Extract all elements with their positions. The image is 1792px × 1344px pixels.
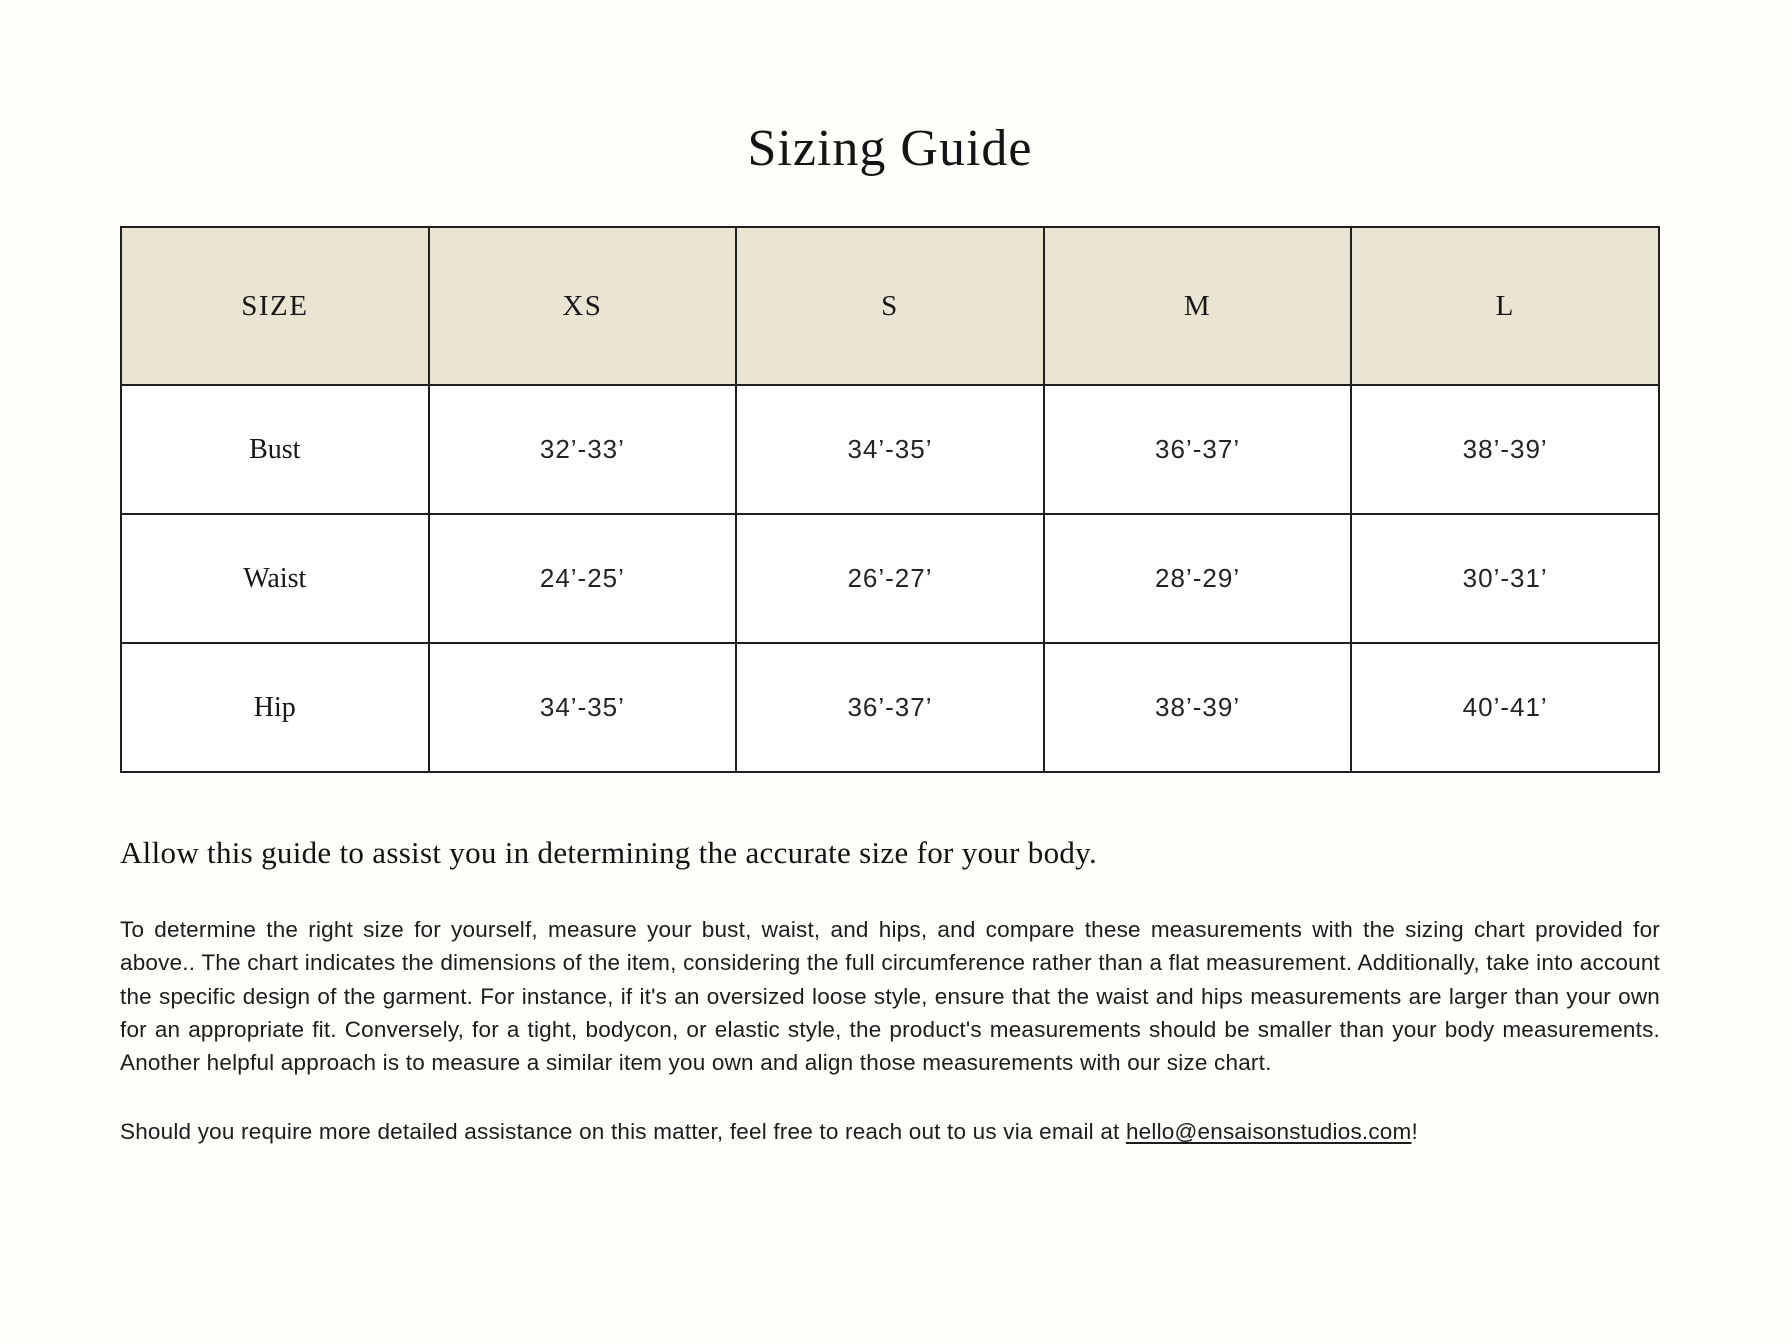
bust-s-value: 34’-35’ bbox=[736, 385, 1044, 514]
hip-xs-value: 34’-35’ bbox=[429, 643, 737, 772]
header-cell-l: L bbox=[1351, 227, 1659, 385]
waist-l-value: 30’-31’ bbox=[1351, 514, 1659, 643]
contact-line bbox=[120, 1119, 1660, 1145]
header-cell-s: S bbox=[736, 227, 1044, 385]
table-row-waist bbox=[121, 514, 1659, 643]
page-title: Sizing Guide bbox=[747, 120, 1033, 177]
row-label-waist: Waist bbox=[121, 514, 429, 643]
table-row-hip bbox=[121, 643, 1659, 772]
table-row-bust bbox=[121, 385, 1659, 514]
row-label-hip: Hip bbox=[121, 643, 429, 772]
guide-subtitle: Allow this guide to assist you in determining the accurate size for your body. bbox=[120, 835, 1098, 871]
header-cell-m: M bbox=[1044, 227, 1352, 385]
sizing-instructions-paragraph: To determine the right size for yourself, measure your bust, waist, and hips, and compare these measurements with the sizing chart provided for above.. The chart indicates the dimensions of the item, considering the full circumference rather than a flat measurement. Additionally, take into account the specific design of the garment. For instance, if it's an oversized loose style, ensure that the waist and hips measurements are larger than your own for an appropriate fit. Conversely, for a tight, bodycon, or elastic style, the product's measurements should be smaller than your body measurements. Another helpful approach is to measure a similar item you own and align those measurements with our size chart. bbox=[120, 917, 1660, 1075]
bust-xs-value: 32’-33’ bbox=[429, 385, 737, 514]
table-header-row bbox=[121, 227, 1659, 385]
contact-text-suffix: ! bbox=[1411, 1118, 1418, 1144]
bust-l-value: 38’-39’ bbox=[1351, 385, 1659, 514]
row-label-bust: Bust bbox=[121, 385, 429, 514]
contact-email-link[interactable]: hello@ensaisonstudios.com bbox=[1125, 1118, 1412, 1144]
contact-text-prefix: Should you require more detailed assistance on this matter, feel free to reach out to us via email at bbox=[120, 1118, 1126, 1144]
sizing-table bbox=[120, 226, 1660, 773]
waist-m-value: 28’-29’ bbox=[1044, 514, 1352, 643]
header-cell-xs: XS bbox=[429, 227, 737, 385]
bust-m-value: 36’-37’ bbox=[1044, 385, 1352, 514]
hip-s-value: 36’-37’ bbox=[736, 643, 1044, 772]
hip-m-value: 38’-39’ bbox=[1044, 643, 1352, 772]
waist-s-value: 26’-27’ bbox=[736, 514, 1044, 643]
header-cell-size: SIZE bbox=[121, 227, 429, 385]
waist-xs-value: 24’-25’ bbox=[429, 514, 737, 643]
hip-l-value: 40’-41’ bbox=[1351, 643, 1659, 772]
